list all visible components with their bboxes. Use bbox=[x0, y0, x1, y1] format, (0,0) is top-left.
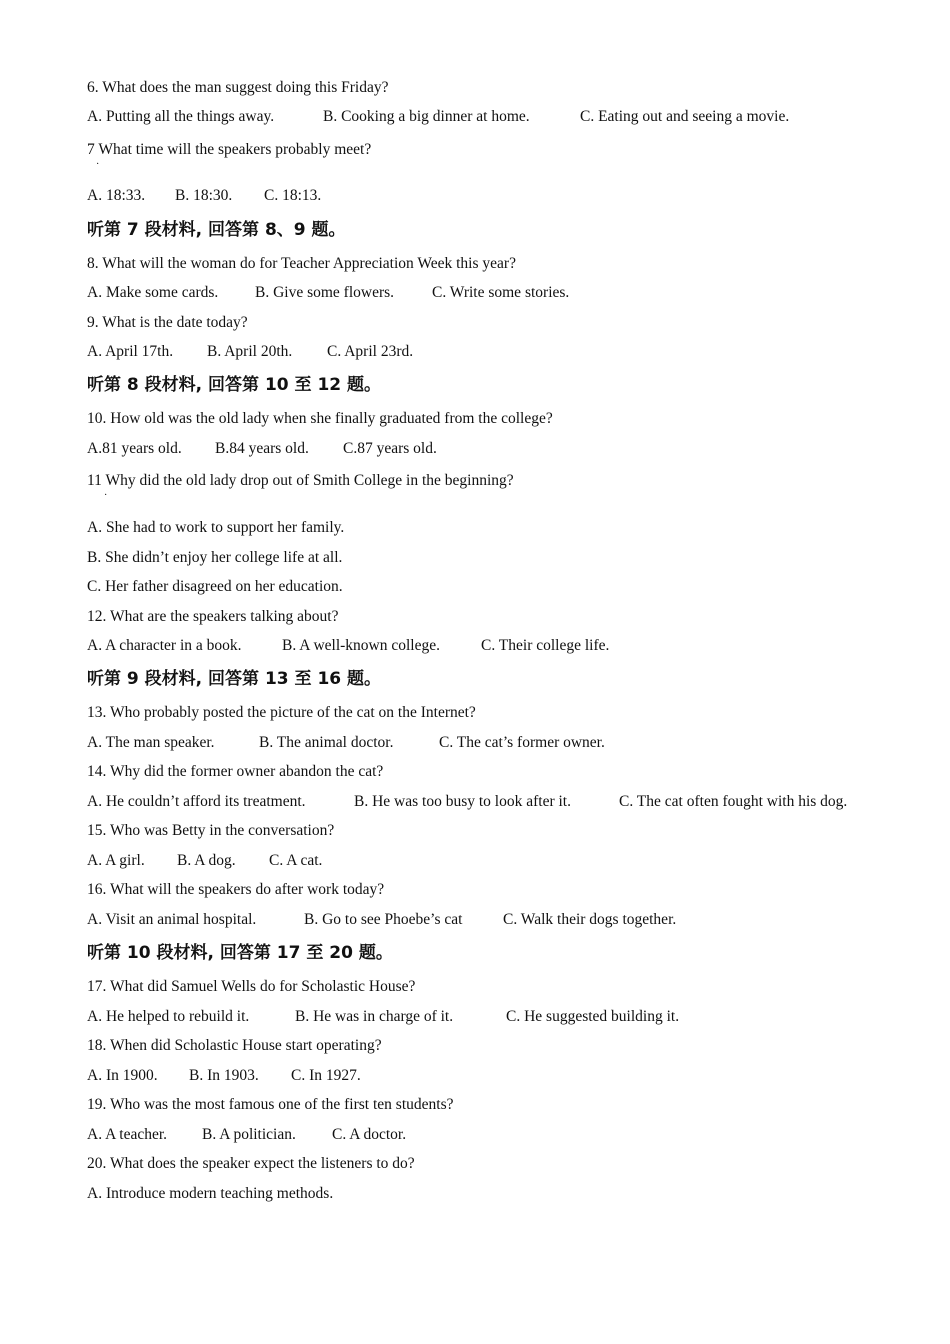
option-13b: B. The animal doctor. bbox=[259, 734, 394, 751]
question-15: 15. Who was Betty in the conversation? bbox=[87, 822, 335, 839]
question-12: 12. What are the speakers talking about? bbox=[87, 608, 339, 625]
dot-mark: · bbox=[96, 159, 100, 170]
option-17c: C. He suggested building it. bbox=[506, 1008, 680, 1025]
option-9c: C. April 23rd. bbox=[327, 343, 414, 360]
option-14c: C. The cat often fought with his dog. bbox=[619, 793, 848, 810]
question-8: 8. What will the woman do for Teacher Appreciation Week this year? bbox=[87, 255, 516, 272]
option-20a: A. Introduce modern teaching methods. bbox=[87, 1185, 334, 1202]
option-8a: A. Make some cards. bbox=[87, 284, 219, 301]
option-7b: B. 18:30. bbox=[175, 187, 233, 204]
option-15b: B. A dog. bbox=[177, 852, 236, 869]
section-heading-8: 听第 8 段材料, 回答第 10 至 12 题。 bbox=[87, 375, 382, 395]
question-11: 11 Why did the old lady drop out of Smith College in the beginning? bbox=[87, 472, 514, 489]
option-11c: C. Her father disagreed on her education. bbox=[87, 578, 343, 595]
option-13a: A. The man speaker. bbox=[87, 734, 215, 751]
option-15c: C. A cat. bbox=[269, 852, 323, 869]
question-9: 9. What is the date today? bbox=[87, 314, 248, 331]
option-19b: B. A politician. bbox=[202, 1126, 296, 1143]
option-9a: A. April 17th. bbox=[87, 343, 174, 360]
question-6: 6. What does the man suggest doing this Friday? bbox=[87, 79, 389, 96]
question-7: 7 What time will the speakers probably meet? bbox=[87, 141, 372, 158]
option-6b: B. Cooking a big dinner at home. bbox=[323, 108, 530, 125]
option-12a: A. A character in a book. bbox=[87, 637, 242, 654]
option-18a: A. In 1900. bbox=[87, 1067, 158, 1084]
option-11a: A. She had to work to support her family. bbox=[87, 519, 345, 536]
option-9b: B. April 20th. bbox=[207, 343, 293, 360]
option-14a: A. He couldn’t afford its treatment. bbox=[87, 793, 306, 810]
option-19c: C. A doctor. bbox=[332, 1126, 407, 1143]
option-13c: C. The cat’s former owner. bbox=[439, 734, 605, 751]
question-14: 14. Why did the former owner abandon the cat? bbox=[87, 763, 384, 780]
question-16: 16. What will the speakers do after work today? bbox=[87, 881, 385, 898]
option-8b: B. Give some flowers. bbox=[255, 284, 395, 301]
option-7a: A. 18:33. bbox=[87, 187, 146, 204]
option-16a: A. Visit an animal hospital. bbox=[87, 911, 257, 928]
option-14b: B. He was too busy to look after it. bbox=[354, 793, 571, 810]
option-10a: A.81 years old. bbox=[87, 440, 182, 457]
option-10b: B.84 years old. bbox=[215, 440, 309, 457]
question-13: 13. Who probably posted the picture of the cat on the Internet? bbox=[87, 704, 476, 721]
option-17b: B. He was in charge of it. bbox=[295, 1008, 454, 1025]
option-16c: C. Walk their dogs together. bbox=[503, 911, 677, 928]
section-heading-9: 听第 9 段材料, 回答第 13 至 16 题。 bbox=[87, 669, 382, 689]
option-12b: B. A well-known college. bbox=[282, 637, 440, 654]
option-17a: A. He helped to rebuild it. bbox=[87, 1008, 250, 1025]
option-18c: C. In 1927. bbox=[291, 1067, 361, 1084]
question-17: 17. What did Samuel Wells do for Scholastic House? bbox=[87, 978, 416, 995]
option-6a: A. Putting all the things away. bbox=[87, 108, 275, 125]
option-10c: C.87 years old. bbox=[343, 440, 437, 457]
question-20: 20. What does the speaker expect the listeners to do? bbox=[87, 1155, 415, 1172]
option-8c: C. Write some stories. bbox=[432, 284, 570, 301]
option-18b: B. In 1903. bbox=[189, 1067, 259, 1084]
option-15a: A. A girl. bbox=[87, 852, 145, 869]
option-19a: A. A teacher. bbox=[87, 1126, 168, 1143]
question-10: 10. How old was the old lady when she finally graduated from the college? bbox=[87, 410, 553, 427]
dot-mark: · bbox=[104, 490, 108, 501]
question-18: 18. When did Scholastic House start operating? bbox=[87, 1037, 382, 1054]
option-16b: B. Go to see Phoebe’s cat bbox=[304, 911, 463, 928]
section-heading-10: 听第 10 段材料, 回答第 17 至 20 题。 bbox=[87, 943, 393, 963]
option-12c: C. Their college life. bbox=[481, 637, 610, 654]
section-heading-7: 听第 7 段材料, 回答第 8、9 题。 bbox=[87, 220, 346, 240]
option-11b: B. She didn’t enjoy her college life at all. bbox=[87, 549, 343, 566]
option-6c: C. Eating out and seeing a movie. bbox=[580, 108, 790, 125]
option-7c: C. 18:13. bbox=[264, 187, 322, 204]
question-19: 19. Who was the most famous one of the first ten students? bbox=[87, 1096, 454, 1113]
